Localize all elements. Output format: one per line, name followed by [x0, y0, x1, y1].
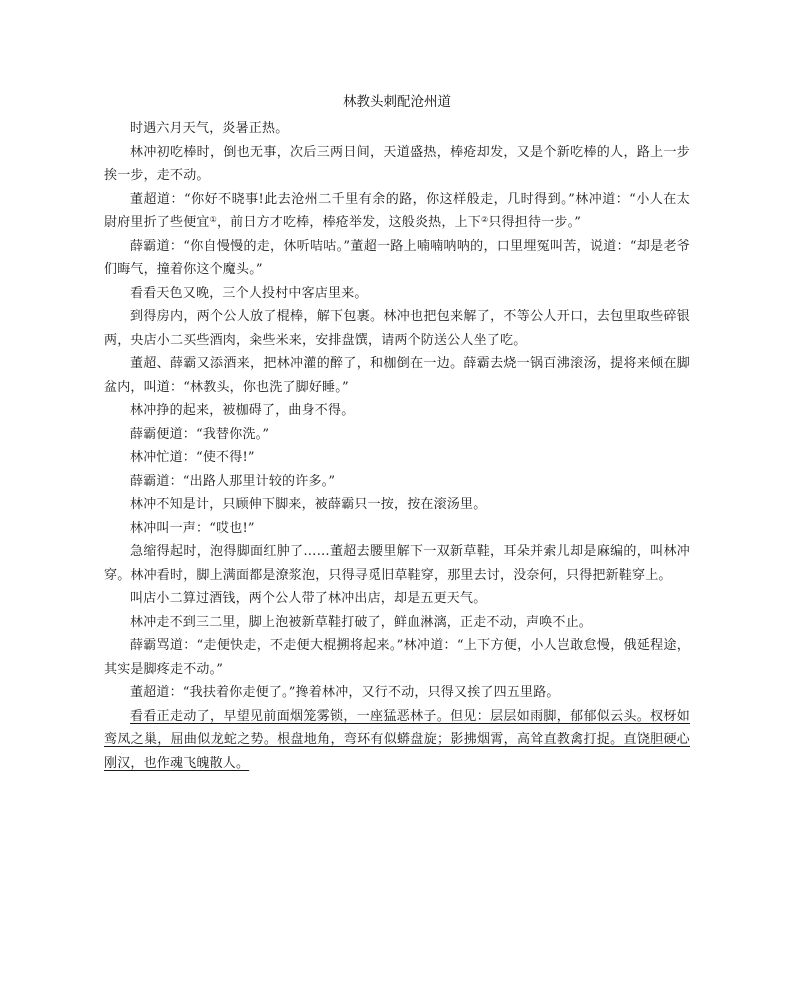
paragraph-18: 董超道：“我扶着你走便了。”搀着林冲，又行不动，只得又挨了四五里路。 — [130, 685, 560, 700]
paragraph-3-text-b: ，前日方才吃棒，棒疮举发，这般炎热，上下 — [216, 215, 481, 230]
paragraph-9: 薛霸便道：“我替你洗。” — [130, 426, 270, 442]
paragraph-3-text-a: 董超道：“你好不晓事!此去沧州二千里有余的路，你这样般走，几时得到。”林冲道：“小人在太尉府里折了些便宜 — [104, 191, 690, 230]
paragraph-7: 董超、薛霸又添酒来，把林冲灌的醉了，和枷倒在一边。薛霸去烧一锅百沸滚汤，提将来倾在脚盆内，叫道：“林教头，你也洗了脚好睡。” — [104, 356, 690, 395]
paragraph-4: 薛霸道：“你自慢慢的走，休听咭咕。”董超一路上喃喃呐呐的，口里埋冤叫苦，说道：“却是老爷们晦气，撞着你这个魔头。” — [104, 238, 690, 277]
paragraph-6: 到得房内，两个公人放了棍棒，解下包裹。林冲也把包来解了，不等公人开口，去包里取些碎银两，央店小二买些酒肉，籴些米来，安排盘馔，请两个防送公人坐了吃。 — [104, 309, 690, 348]
paragraph-10: 林冲忙道：“使不得!” — [130, 450, 255, 465]
paragraph-12: 林冲不知是计，只顾伸下脚来，被薛霸只一按，按在滚汤里。 — [130, 497, 487, 512]
document-title: 林教头刺配沧州道 — [343, 94, 451, 110]
paragraph-19-underlined — [104, 705, 690, 776]
document-body — [104, 117, 690, 775]
paragraph-8: 林冲挣的起来，被枷碍了，曲身不得。 — [130, 403, 355, 418]
footnote-marker-1: ① — [209, 215, 217, 224]
paragraph-11: 薛霸道：“出路人那里计较的许多。” — [130, 473, 336, 489]
paragraph-16: 林冲走不到三二里，脚上泡被新草鞋打破了，鲜血淋漓，正走不动，声唤不止。 — [130, 614, 593, 630]
paragraph-5: 看看天色又晚，三个人投村中客店里来。 — [130, 285, 368, 301]
paragraph-17: 薛霸骂道：“走便快走，不走便大棍搠将起来。”林冲道：“上下方便，小人岂敢怠慢，俄延程途，其实是脚疼走不动。” — [104, 638, 690, 677]
paragraph-13: 林冲叫一声：“哎也!” — [130, 520, 255, 536]
paragraph-2: 林冲初吃棒时，倒也无事，次后三两日间，天道盛热，棒疮却发，又是个新吃棒的人，路上一步挨一步，走不动。 — [104, 144, 690, 183]
footnote-marker-2: ② — [481, 215, 489, 224]
paragraph-15: 叫店小二算过酒钱，两个公人带了林冲出店，却是五更天气。 — [130, 591, 487, 606]
underlined-passage: 看看正走动了，早望见前面烟笼雾锁，一座猛恶林子。但见：层层如雨脚，郁郁似云头。杈枒如鸾凤之巢，屈曲似龙蛇之势。根盘地角，弯环有似蟒盘旋；影拂烟霄，高耸直教禽打捉。直饶胆硬心刚汉，也作魂飞魄散人。 — [104, 708, 690, 771]
paragraph-3 — [104, 188, 690, 235]
paragraph-3-text-c: 只得担待一步。” — [488, 215, 582, 230]
paragraph-1: 时遇六月天气，炎暑正热。 — [130, 121, 289, 136]
paragraph-14: 急缩得起时，泡得脚面红肿了……董超去腰里解下一双新草鞋，耳朵并索儿却是麻编的，叫林冲穿。林冲看时，脚上满面都是潦浆泡，只得寻觅旧草鞋穿，那里去讨，没奈何，只得把新鞋穿上。 — [104, 544, 690, 583]
